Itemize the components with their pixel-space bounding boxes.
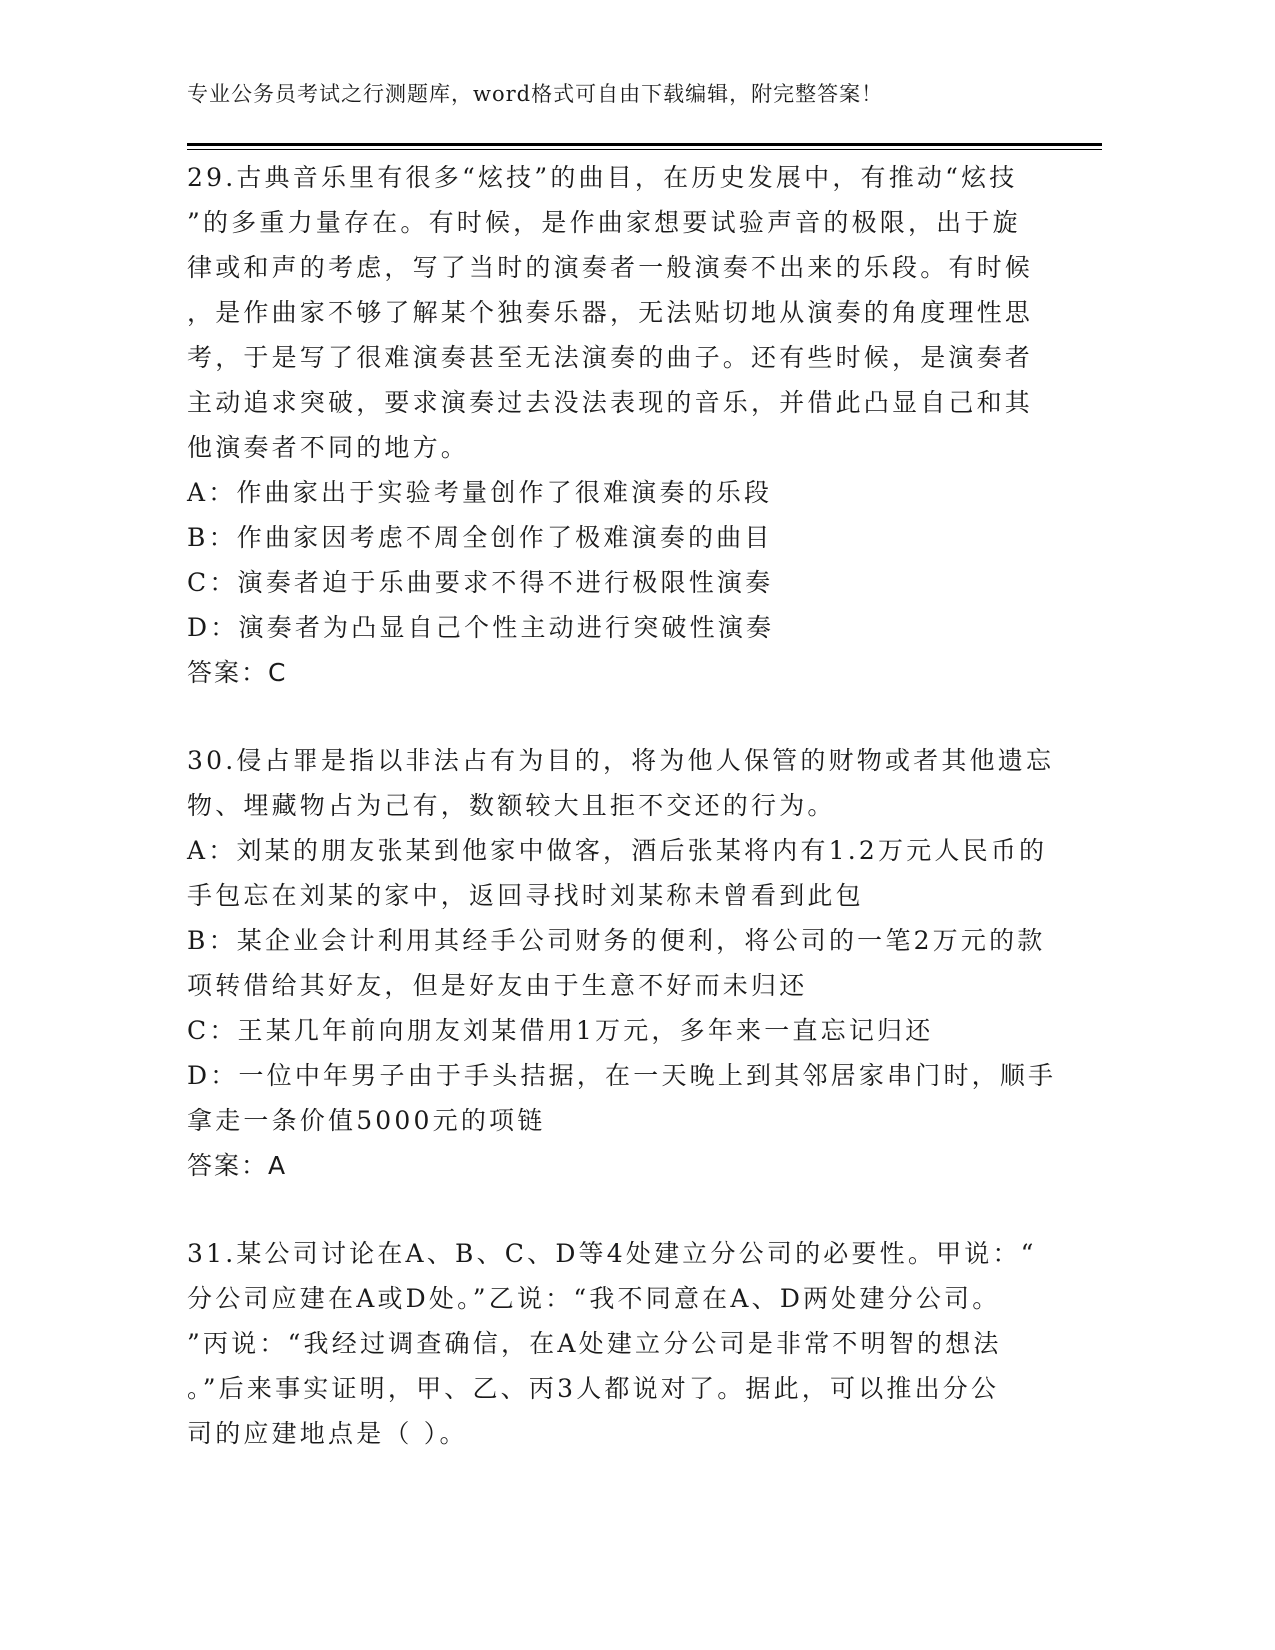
option-b: B：作曲家因考虑不周全创作了极难演奏的曲目 (187, 523, 773, 552)
header-rule-thick (187, 143, 1102, 146)
question-stem-line: ”的多重力量存在。有时候，是作曲家想要试验声音的极限，出于旋 (187, 208, 1021, 237)
question-30 (187, 738, 1067, 1188)
spacer (187, 1188, 1067, 1231)
question-list (187, 155, 1067, 1456)
answer-label: 答案：C (187, 658, 288, 687)
option-c: C：演奏者迫于乐曲要求不得不进行极限性演奏 (187, 568, 774, 597)
question-stem-line: ，是作曲家不够了解某个独奏乐器，无法贴切地从演奏的角度理性思 (187, 298, 1034, 327)
page-header: 专业公务员考试之行测题库，word格式可自由下载编辑，附完整答案！ (187, 82, 884, 106)
option-d: D：演奏者为凸显自己个性主动进行突破性演奏 (187, 613, 775, 642)
question-31 (187, 1231, 1067, 1456)
answer-label: 答案：A (187, 1151, 288, 1180)
question-stem-line: 30.侵占罪是指以非法占有为目的，将为他人保管的财物或者其他遗忘 (187, 746, 1055, 775)
question-stem-line: 主动追求突破，要求演奏过去没法表现的音乐，并借此凸显自己和其 (187, 388, 1034, 417)
spacer (187, 695, 1067, 738)
header-rule-thin (187, 149, 1102, 150)
option-c: C：王某几年前向朋友刘某借用1万元，多年来一直忘记归还 (187, 1016, 934, 1045)
option-d: D：一位中年男子由于手头拮据，在一天晚上到其邻居家串门时，顺手 (187, 1061, 1057, 1090)
question-stem-line: 物、埋藏物占为己有，数额较大且拒不交还的行为。 (187, 791, 836, 820)
option-a: A：作曲家出于实验考量创作了很难演奏的乐段 (187, 478, 773, 507)
question-stem-line: 分公司应建在A或D处。”乙说：“我不同意在A、D两处建分公司。 (187, 1284, 1001, 1313)
question-stem-line: 。”后来事实证明，甲、乙、丙3人都说对了。据此，可以推出分公 (187, 1374, 1000, 1403)
question-stem-line: 律或和声的考虑，写了当时的演奏者一般演奏不出来的乐段。有时候 (187, 253, 1034, 282)
question-stem-line: 他演奏者不同的地方。 (187, 433, 470, 462)
question-stem-line: 29.古典音乐里有很多“炫技”的曲目，在历史发展中，有推动“炫技 (187, 163, 1018, 192)
option-a-continued: 手包忘在刘某的家中，返回寻找时刘某称未曾看到此包 (187, 881, 864, 910)
option-b: B：某企业会计利用其经手公司财务的便利，将公司的一笔2万元的款 (187, 926, 1046, 955)
question-stem-line: ”丙说：“我经过调查确信，在A处建立分公司是非常不明智的想法 (187, 1329, 1002, 1358)
option-d-continued: 拿走一条价值5000元的项链 (187, 1106, 546, 1135)
question-stem-line: 考，于是写了很难演奏甚至无法演奏的曲子。还有些时候，是演奏者 (187, 343, 1034, 372)
option-a: A：刘某的朋友张某到他家中做客，酒后张某将内有1.2万元人民币的 (187, 836, 1048, 865)
option-b-continued: 项转借给其好友，但是好友由于生意不好而未归还 (187, 971, 808, 1000)
question-stem-line: 31.某公司讨论在A、B、C、D等4处建立分公司的必要性。甲说：“ (187, 1239, 1037, 1268)
question-29 (187, 155, 1067, 695)
question-stem-line: 司的应建地点是（ ）。 (187, 1419, 468, 1448)
